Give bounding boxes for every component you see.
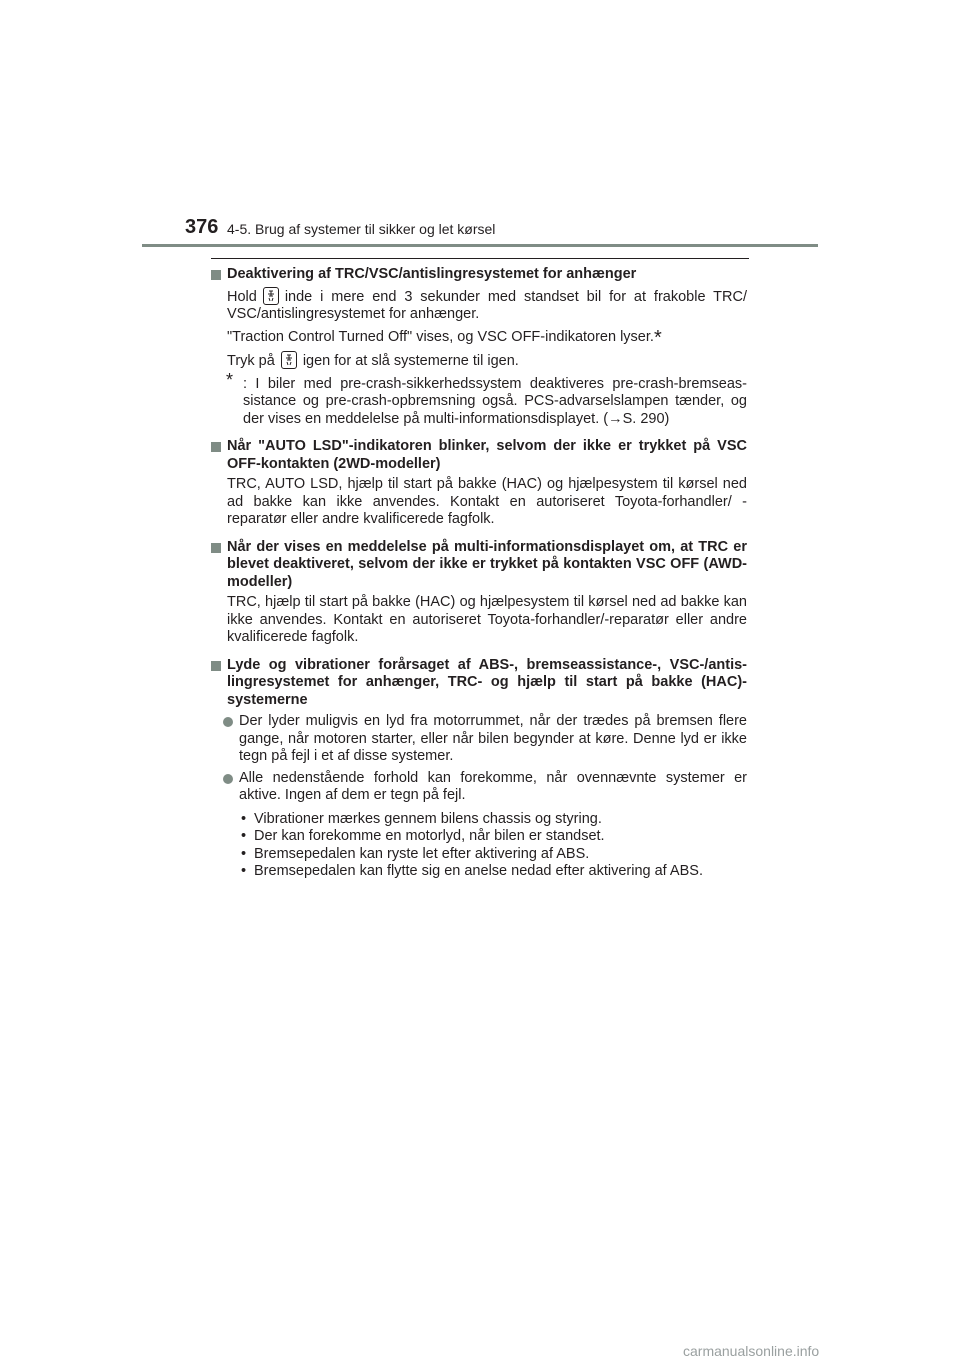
sub-list-item-text: Bremsepedalen kan ryste let efter aktivering af ABS. (254, 845, 590, 862)
section-heading (211, 266, 747, 284)
sub-list-item-text: Bremsepedalen kan flytte sig en anelse nedad efter aktivering af ABS. (254, 863, 703, 879)
sub-list-item-text: Vibrationer mærkes gennem bilens chassis og styring. (254, 810, 602, 827)
vsc-off-icon (281, 351, 297, 369)
list-item (211, 713, 747, 766)
bullet-icon: • (241, 845, 247, 862)
square-bullet-icon (211, 270, 221, 280)
list-item (211, 770, 747, 805)
section-heading-text: Når der vises en meddelelse på multi-informationsdisplayet om, at TRC er blevet deaktiveret, selvom der ikke er trykket på kontakten VSC OFF (AWD-modeller) (227, 538, 747, 590)
square-bullet-icon (211, 442, 221, 452)
page-content (211, 266, 747, 881)
sub-list-item (211, 811, 747, 829)
page-number: 376 (185, 216, 219, 238)
sub-list-item (211, 863, 747, 881)
section-heading (211, 438, 747, 473)
watermark: carmanualsonline.info (683, 1343, 820, 1359)
paragraph: TRC, AUTO LSD, hjælp til start på bakke (HAC) og hjælpesystem til kørsel ned ad bakke kan ikke anvendes. Kontakt en autoriseret Toyota-forhandler/ -reparatør eller andre kvalificerede fagfolk. (227, 476, 747, 527)
footnote-mark: * (226, 369, 234, 390)
text-span: inde i mere end 3 sekunder med standset bil for at frakoble TRC/ VSC/antislingresystemet for anhænger. (227, 288, 747, 322)
text-span: "Traction Control Turned Off" vises, og VSC OFF-indikatoren lyser. (227, 328, 654, 345)
circle-bullet-icon (223, 774, 233, 784)
footnote-text: : I biler med pre-crash-sikkerhedssystem deaktiveres pre-crash-bremseas- sistance og pre-crash-opbremsning også. PCS-advarselslampen tænder, og der vises en meddelelse på multi-informationsdisplayet. (→S. 290) (243, 375, 747, 427)
vsc-off-icon (263, 287, 279, 305)
bullet-icon: • (241, 828, 247, 844)
sub-list-item (211, 828, 747, 846)
section-heading-text: Når "AUTO LSD"-indikatoren blinker, selvom der ikke er trykket på VSC OFF-kontakten (2WD-modeller) (227, 438, 747, 472)
paragraph (211, 351, 747, 371)
text-span: igen for at slå systemerne til igen. (302, 353, 519, 369)
header-rule (142, 244, 818, 247)
page-header (185, 216, 745, 246)
section-heading (211, 539, 747, 592)
paragraph: TRC, hjælp til start på bakke (HAC) og hjælpesystem til kørsel ned ad bakke kan ikke anvendes. Kontakt en autoriseret Toyota-forhandler/-reparatør eller andre kvalificerede fagfolk. (227, 594, 747, 645)
section-heading-text: Lyde og vibrationer forårsaget af ABS-, bremseassistance-, VSC-/antis- lingresystemet for anhænger, TRC- og hjælp til start på bakke (HAC)- systemerne (227, 656, 747, 708)
list-item-text: Alle nedenstående forhold kan forekomme, når ovennævnte systemer er aktive. Ingen af dem er tegn på fejl. (239, 769, 747, 803)
footnote-mark: * (653, 326, 662, 349)
section-title: 4-5. Brug af systemer til sikker og let kørsel (227, 221, 496, 237)
paragraph (211, 287, 747, 324)
bullet-icon: • (241, 810, 247, 827)
sub-list-item-text: Der kan forekomme en motorlyd, når bilen er standset. (254, 828, 605, 844)
paragraph (211, 327, 747, 347)
content-rule (211, 258, 749, 259)
sub-list-item (211, 846, 747, 864)
text-span: Tryk på (227, 353, 275, 369)
square-bullet-icon (211, 661, 221, 671)
sub-list (211, 811, 747, 881)
text-span: Hold (227, 288, 257, 305)
section-heading (211, 657, 747, 710)
bullet-icon: • (241, 863, 247, 879)
section-heading-text: Deaktivering af TRC/VSC/antislingresystemet for anhænger (227, 266, 637, 282)
square-bullet-icon (211, 543, 221, 553)
footnote (211, 369, 747, 429)
circle-bullet-icon (223, 717, 233, 727)
list-item-text: Der lyder muligvis en lyd fra motorrummet, når der trædes på bremsen flere gange, når motoren starter, eller når bilen begynder at køre. Denne lyd er ikke tegn på fejl i et af disse systemer. (239, 713, 747, 764)
